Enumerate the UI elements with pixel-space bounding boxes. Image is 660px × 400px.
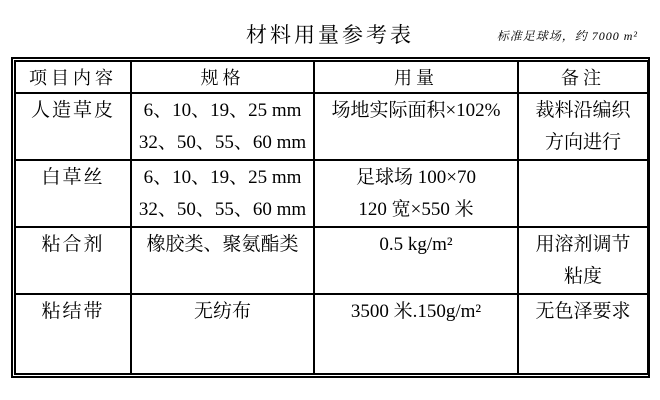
cell-line: 粘合剂 [41, 234, 105, 255]
cell-line: 方向进行 [544, 132, 621, 153]
remark-cell-empty [518, 160, 648, 227]
cell-line: 粘结带 [41, 301, 105, 322]
cell-line: 橡胶类、聚氨酯类 [146, 234, 299, 255]
page-title: 材料用量参考表 [246, 23, 414, 47]
table-row-bonding-tape [15, 294, 648, 374]
spec-cell [131, 93, 314, 160]
cell-line: 裁料沿编织 [535, 100, 631, 121]
table-row-artificial-turf [15, 93, 648, 160]
cell-line: 人造草皮 [30, 100, 115, 121]
cell-line: 6、10、19、25 mm [143, 167, 302, 188]
header-cell-spec: 规格 [131, 61, 314, 93]
cell-line: 无纺布 [193, 301, 251, 322]
cell-line: 粘度 [563, 266, 602, 287]
remark-cell [518, 294, 648, 374]
item-cell [15, 294, 131, 374]
spec-cell [131, 227, 314, 294]
cell-line: 白草丝 [41, 167, 105, 188]
item-cell [15, 160, 131, 227]
usage-cell [314, 227, 518, 294]
page-header [0, 0, 660, 57]
page-note: 标准足球场，约 7000 m² [496, 29, 638, 43]
cell-line: 0.5 kg/m² [379, 234, 453, 255]
remark-cell [518, 93, 648, 160]
cell-line: 场地实际面积×102% [331, 100, 501, 121]
cell-line: 6、10、19、25 mm [143, 100, 302, 121]
header-cell-remark: 备注 [518, 61, 648, 93]
usage-cell [314, 294, 518, 374]
cell-line: 无色泽要求 [535, 301, 631, 322]
item-cell [15, 93, 131, 160]
materials-table [14, 60, 649, 375]
item-cell [15, 227, 131, 294]
cell-line: 120 宽×550 米 [358, 199, 474, 220]
cell-line: 足球场 100×70 [356, 167, 476, 188]
header-cell-item: 项目内容 [15, 61, 131, 93]
table-row-adhesive [15, 227, 648, 294]
header-row [15, 61, 648, 93]
table-row-white-grass-yarn [15, 160, 648, 227]
spec-cell [131, 294, 314, 374]
cell-line: 32、50、55、60 mm [138, 132, 307, 153]
header-cell-usage: 用量 [314, 61, 518, 93]
spec-cell [131, 160, 314, 227]
cell-line: 3500 米.150g/m² [350, 301, 482, 322]
cell-line: 用溶剂调节 [535, 234, 631, 255]
cell-line: 32、50、55、60 mm [138, 199, 307, 220]
usage-cell [314, 93, 518, 160]
usage-cell [314, 160, 518, 227]
materials-table-border [11, 57, 650, 378]
remark-cell [518, 227, 648, 294]
